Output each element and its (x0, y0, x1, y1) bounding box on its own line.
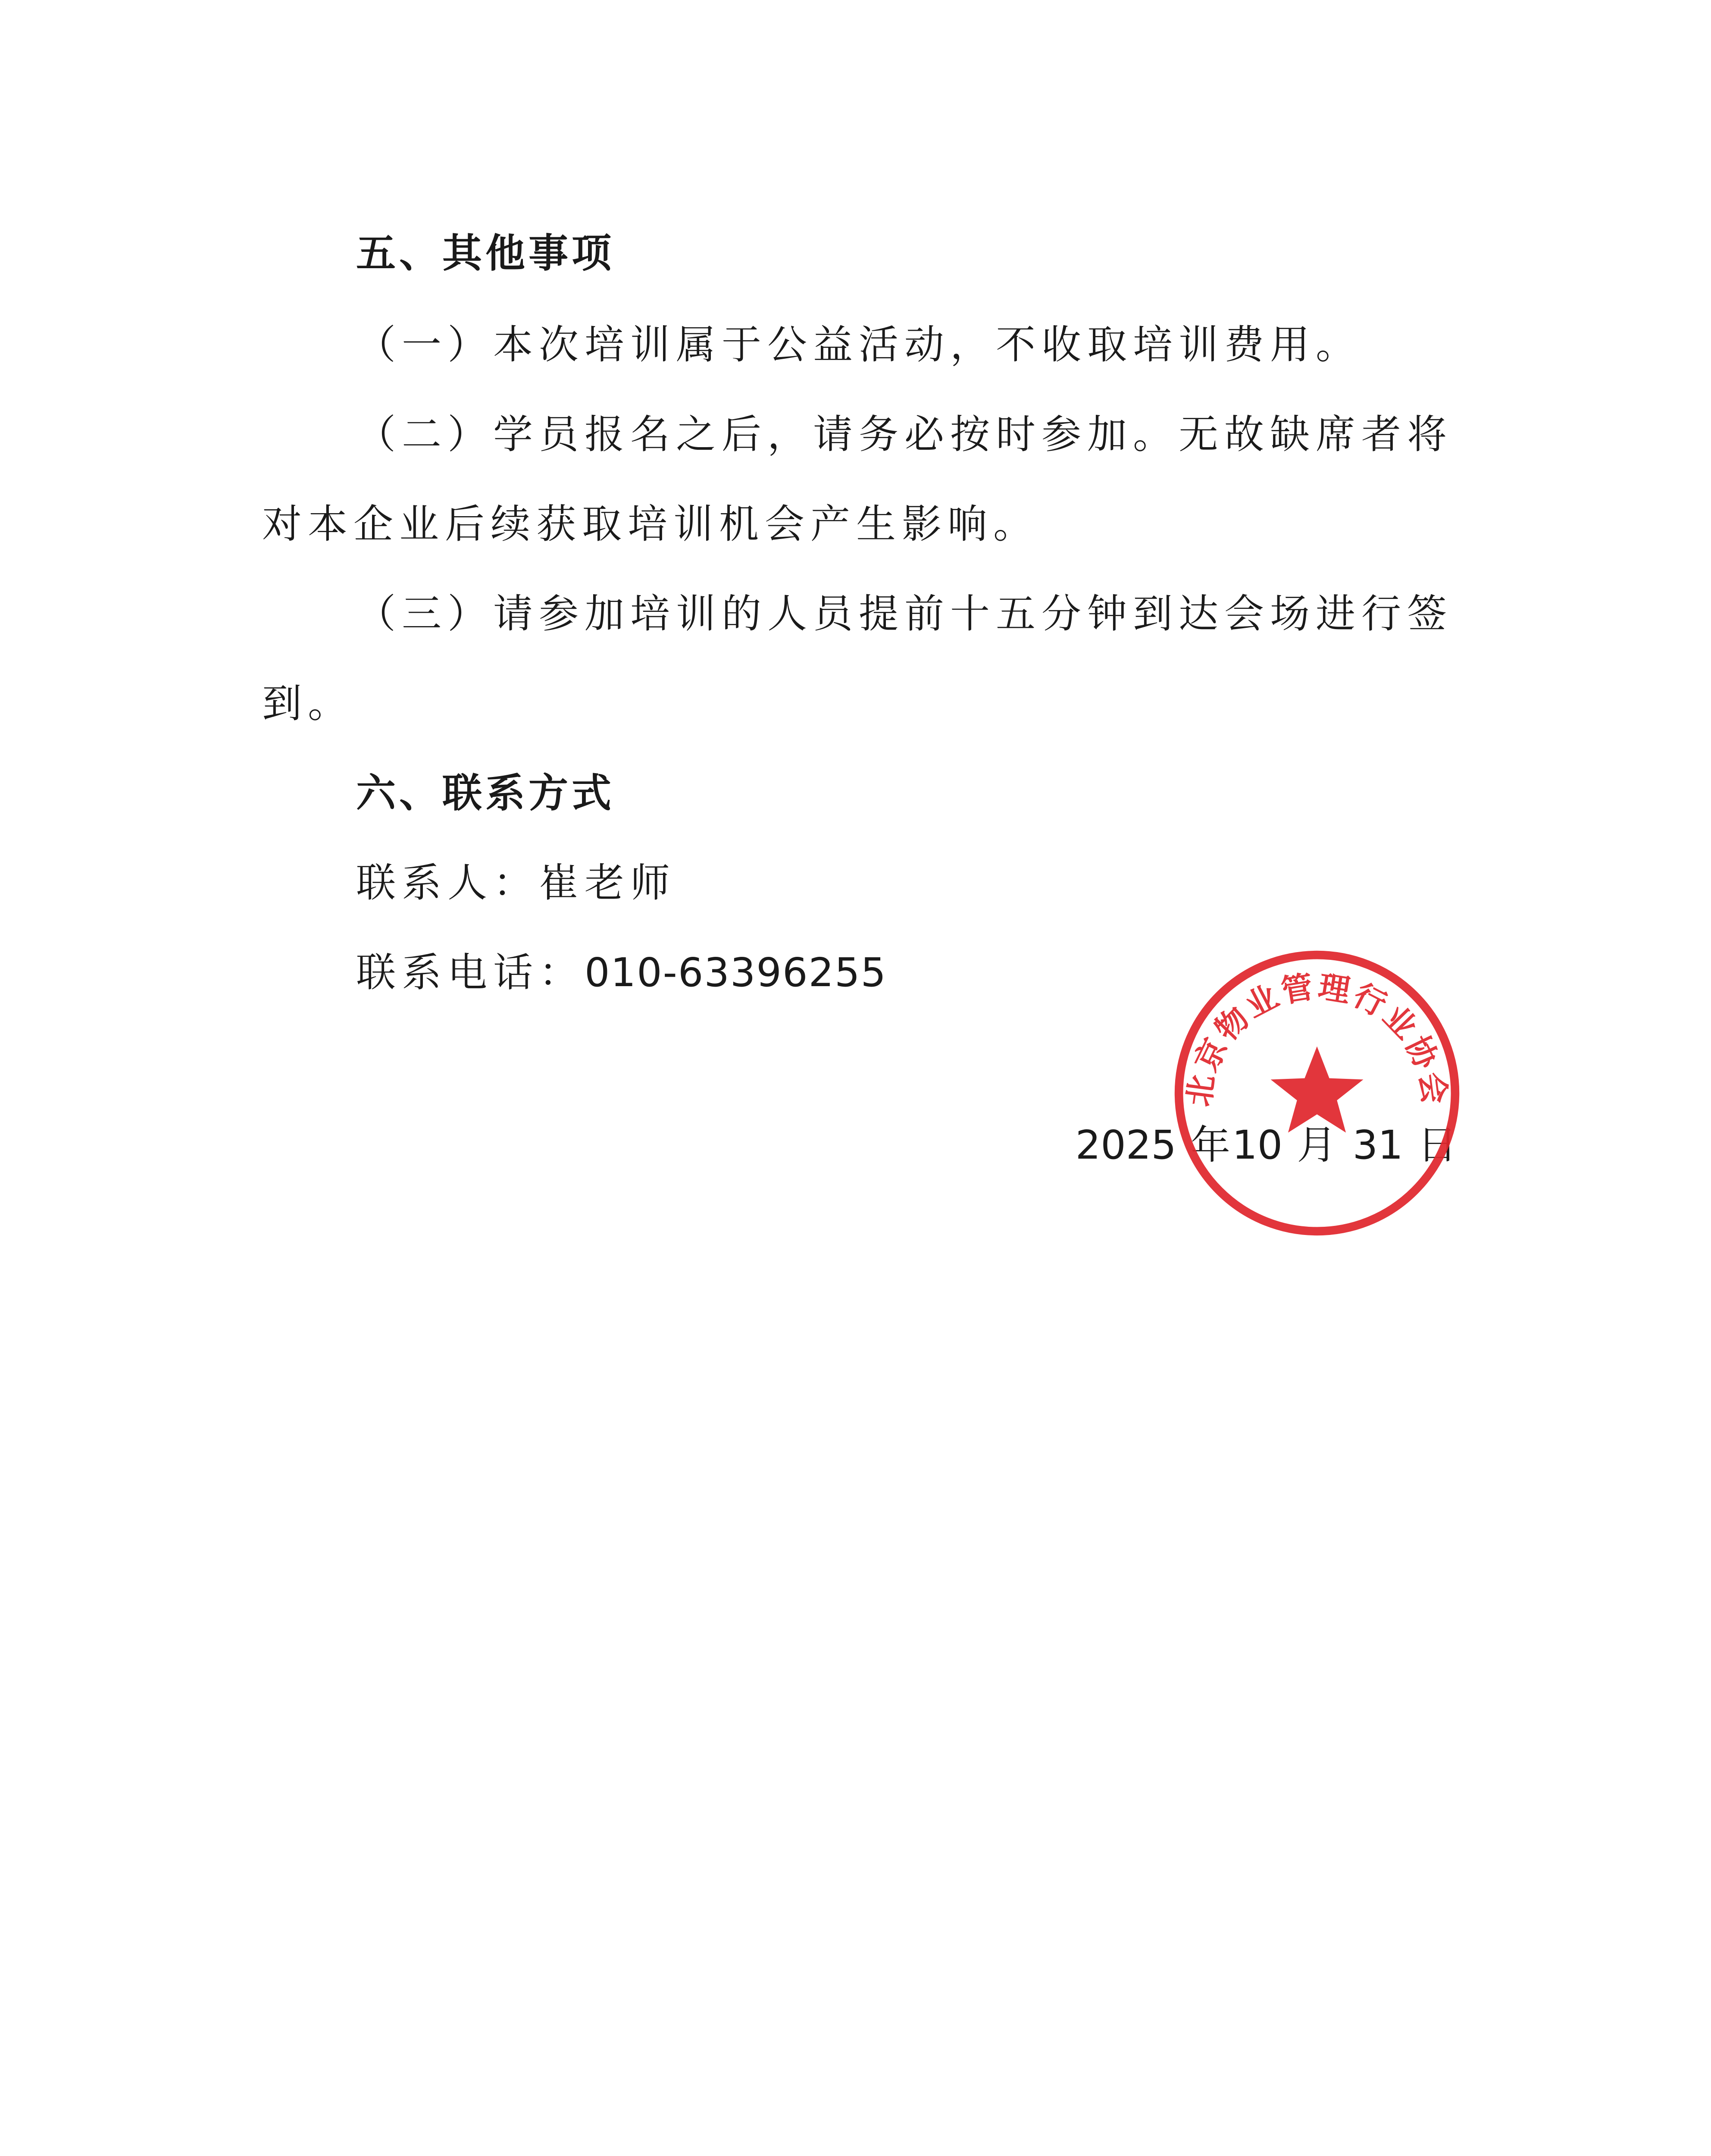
official-seal-stamp (1168, 944, 1466, 1242)
contact-person-name: 崔老师 (539, 860, 676, 906)
contact-phone-label: 联系电话： (356, 950, 585, 996)
contact-phone-line (356, 947, 887, 999)
section-five-item-3-line-2: 到。 (262, 680, 354, 727)
section-five-item-2-line-1: （二）学员报名之后，请务必按时参加。无故缺席者将 (356, 411, 1453, 458)
section-five-item-2-line-2: 对本企业后续获取培训机会产生影响。 (262, 501, 1039, 547)
seal-star-icon (1271, 1047, 1364, 1133)
section-five-item-3-line-1: （三）请参加培训的人员提前十五分钟到达会场进行签 (356, 591, 1453, 637)
contact-person-label: 联系人： (356, 860, 539, 906)
date-day: 31 (1352, 1122, 1403, 1168)
contact-phone-number: 010-63396255 (585, 950, 887, 996)
date-year-unit: 年 (1191, 1122, 1232, 1168)
section-six-heading: 六、联系方式 (356, 770, 615, 816)
section-five-item-1: （一）本次培训属于公益活动，不收取培训费用。 (356, 322, 1362, 368)
date-month: 10 (1232, 1122, 1283, 1168)
date-year: 2025 (1075, 1122, 1176, 1168)
section-five-heading: 五、其他事项 (356, 230, 615, 276)
date-day-unit: 日 (1417, 1122, 1459, 1168)
date-month-unit: 月 (1297, 1122, 1339, 1168)
contact-person-line (356, 857, 676, 909)
seal-arc-text: 北京物业管理行业协会 (1181, 968, 1453, 1109)
